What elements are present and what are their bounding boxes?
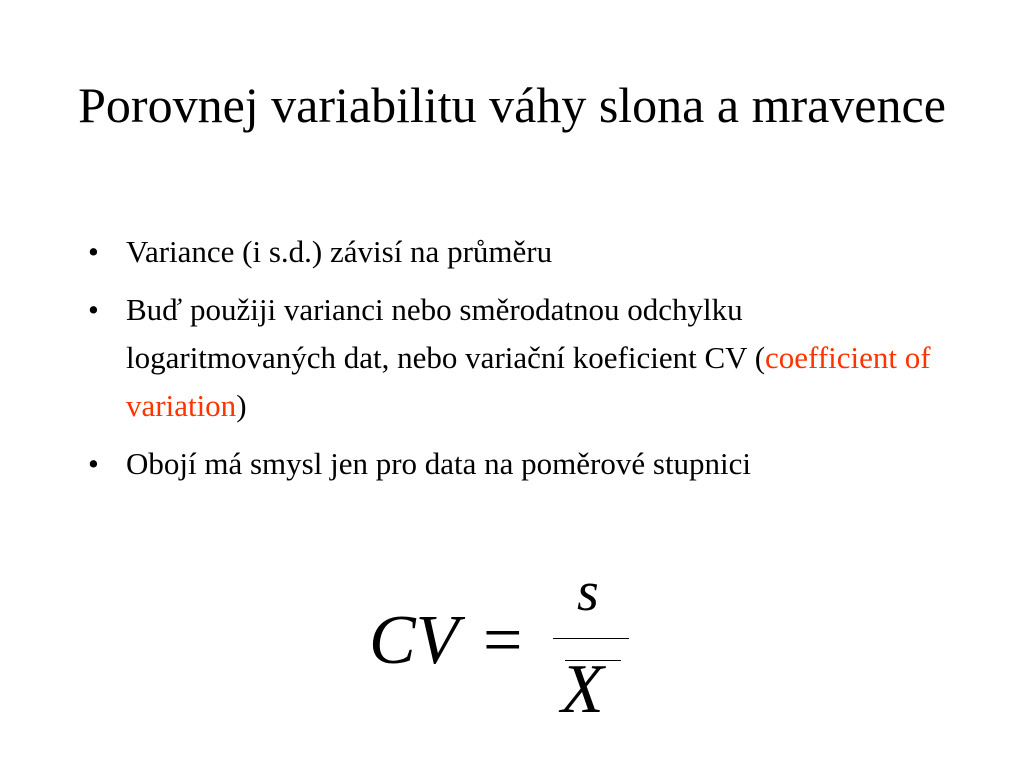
bullet-marker: •	[88, 234, 99, 269]
slide-title: Porovnej variabilitu váhy slona a mravence	[78, 77, 946, 133]
bullet-text: Buď použiji varianci nebo směrodatnou odchylku logaritmovaných dat, nebo variační koeficient CV (	[126, 292, 766, 375]
bullet-item	[88, 228, 958, 276]
formula-equals: =	[483, 602, 523, 679]
cv-formula	[365, 560, 645, 730]
bullet-marker: •	[88, 446, 99, 481]
formula-numerator: s	[577, 561, 599, 623]
bullet-item	[88, 440, 958, 488]
bullet-list	[88, 228, 958, 498]
bullet-highlight-text: coefficient of variation	[126, 340, 931, 423]
formula-denominator: X	[561, 651, 604, 728]
fraction-line	[553, 638, 629, 639]
bullet-text: Obojí má smysl jen pro data na poměrové stupnici	[126, 446, 752, 481]
bullet-marker: •	[88, 292, 99, 327]
bullet-item	[88, 286, 958, 430]
bullet-text-end: )	[236, 388, 247, 423]
bullet-text: Variance (i s.d.) závisí na průměru	[126, 234, 553, 269]
formula-lhs: CV	[369, 602, 459, 679]
